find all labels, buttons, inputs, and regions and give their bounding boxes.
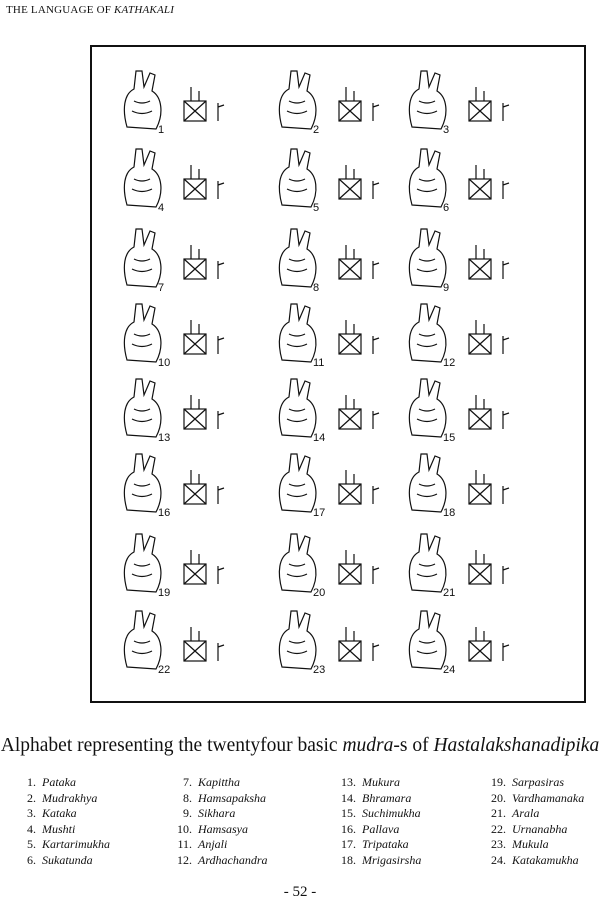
hand-detail <box>287 334 307 347</box>
mudra-figure-6 <box>409 149 509 214</box>
glyph-strokes <box>184 550 206 584</box>
glyph-strokes <box>339 245 361 279</box>
list-item: 5. Kartarimukha <box>27 837 111 852</box>
glyph-symbol <box>373 486 379 504</box>
figure-number: 7 <box>158 282 165 294</box>
figure-number: 21 <box>443 587 456 599</box>
glyph-strokes <box>469 627 491 661</box>
hand-detail <box>287 484 307 497</box>
mudra-figure-19 <box>124 534 224 599</box>
glyph-strokes <box>469 245 491 279</box>
hand-sketch <box>124 534 161 592</box>
mudra-list-column-3 <box>332 775 421 869</box>
hand-sketch <box>409 534 446 592</box>
figure-number: 19 <box>158 587 171 599</box>
caption-text-2: -s of <box>393 735 434 756</box>
caption-source: Hastalakshanadipika <box>433 735 600 756</box>
list-item: 21. Arala <box>491 806 540 821</box>
mudra-figure-17 <box>279 454 379 519</box>
mudra-figure-3 <box>409 71 509 136</box>
list-item: 17. Tripataka <box>341 837 409 852</box>
glyph-strokes <box>469 395 491 429</box>
figure-number: 18 <box>443 507 456 519</box>
mudra-list-column-4 <box>482 775 584 869</box>
list-item: 10. Hamsasya <box>177 821 248 836</box>
hand-sketch <box>409 611 446 669</box>
figure-number: 14 <box>313 432 326 444</box>
glyph-symbol <box>503 566 509 584</box>
hand-detail <box>417 259 437 272</box>
figure-caption <box>0 735 600 757</box>
list-item: 6. Sukatunda <box>27 852 93 867</box>
glyph-strokes <box>339 87 361 121</box>
hand-sketch <box>124 611 161 669</box>
hand-sketch <box>279 454 316 512</box>
glyph-strokes <box>184 320 206 354</box>
mudra-figure-11 <box>279 304 379 369</box>
mudra-figure-22 <box>124 611 224 676</box>
list-item: 9. Sikhara <box>183 806 236 821</box>
mudra-figure-9 <box>409 229 509 294</box>
glyph-symbol <box>218 181 224 199</box>
hand-detail <box>287 564 307 577</box>
hand-detail <box>287 409 307 422</box>
glyph-strokes <box>184 395 206 429</box>
page-number: - 52 - <box>283 884 317 900</box>
list-item: 4. Mushti <box>27 821 76 836</box>
list-item: 18. Mrigasirsha <box>341 852 422 867</box>
hand-detail <box>132 179 152 192</box>
mudra-figure-10 <box>124 304 224 369</box>
mudra-figure-23 <box>279 611 379 676</box>
mudra-illustration <box>92 47 584 701</box>
mudra-figure-1 <box>124 71 224 136</box>
mudra-figure-frame <box>90 45 586 703</box>
list-item: 22. Urnanabha <box>491 821 568 836</box>
mudra-figure-7 <box>124 229 224 294</box>
hand-sketch <box>124 149 161 207</box>
hand-sketch <box>124 71 161 129</box>
mudra-list-column-2 <box>168 775 268 869</box>
figure-number: 23 <box>313 664 326 676</box>
hand-sketch <box>279 71 316 129</box>
glyph-symbol <box>218 261 224 279</box>
hand-detail <box>417 409 437 422</box>
hand-sketch <box>409 304 446 362</box>
glyph-symbol <box>218 486 224 504</box>
hand-detail <box>132 641 152 654</box>
figure-number: 12 <box>443 357 456 369</box>
running-header <box>6 4 174 16</box>
figure-number: 20 <box>313 587 326 599</box>
hand-detail <box>417 334 437 347</box>
hand-detail <box>132 259 152 272</box>
figure-number: 11 <box>313 357 325 369</box>
figure-number: 4 <box>158 202 165 214</box>
glyph-strokes <box>339 320 361 354</box>
glyph-symbol <box>503 643 509 661</box>
hand-detail <box>417 564 437 577</box>
hand-sketch <box>124 229 161 287</box>
hand-sketch <box>409 71 446 129</box>
list-item: 8. Hamsapaksha <box>183 790 266 805</box>
glyph-strokes <box>184 87 206 121</box>
list-item: 14. Bhramara <box>341 790 412 805</box>
list-item: 3. Kataka <box>27 806 77 821</box>
hand-detail <box>287 101 307 114</box>
hand-sketch <box>409 229 446 287</box>
hand-detail <box>132 484 152 497</box>
hand-sketch <box>279 304 316 362</box>
glyph-strokes <box>339 470 361 504</box>
glyph-symbol <box>503 336 509 354</box>
glyph-strokes <box>469 470 491 504</box>
list-item: 20. Vardhamanaka <box>491 790 585 805</box>
list-item: 13. Mukura <box>341 775 400 789</box>
mudra-figure-20 <box>279 534 379 599</box>
hand-detail <box>132 409 152 422</box>
mudra-figure-4 <box>124 149 224 214</box>
figure-number: 2 <box>313 124 320 136</box>
hand-detail <box>417 484 437 497</box>
mudra-figure-13 <box>124 379 224 444</box>
figure-number: 1 <box>158 124 165 136</box>
glyph-symbol <box>373 566 379 584</box>
figure-number: 16 <box>158 507 171 519</box>
list-item: 19. Sarpasiras <box>491 775 565 789</box>
list-item: 16. Pallava <box>341 821 400 836</box>
figure-number: 10 <box>158 357 171 369</box>
hand-sketch <box>409 454 446 512</box>
mudra-figure-12 <box>409 304 509 369</box>
glyph-strokes <box>469 165 491 199</box>
caption-text-1: Alphabet representing the twentyfour basic <box>0 735 343 756</box>
mudra-figure-24 <box>409 611 509 676</box>
glyph-symbol <box>373 411 379 429</box>
figure-number: 17 <box>313 507 326 519</box>
hand-sketch <box>279 379 316 437</box>
glyph-strokes <box>339 395 361 429</box>
list-item: 1. Pataka <box>27 775 76 789</box>
glyph-strokes <box>469 320 491 354</box>
hand-detail <box>417 179 437 192</box>
glyph-symbol <box>373 181 379 199</box>
figure-number: 5 <box>313 202 320 214</box>
mudra-figure-15 <box>409 379 509 444</box>
glyph-strokes <box>184 245 206 279</box>
glyph-strokes <box>339 550 361 584</box>
glyph-symbol <box>373 103 379 121</box>
glyph-symbol <box>218 336 224 354</box>
glyph-symbol <box>218 411 224 429</box>
figure-number: 8 <box>313 282 320 294</box>
glyph-symbol <box>503 181 509 199</box>
list-item: 24. Katakamukha <box>491 852 579 867</box>
mudra-figure-21 <box>409 534 509 599</box>
hand-detail <box>132 564 152 577</box>
glyph-symbol <box>503 486 509 504</box>
hand-detail <box>287 179 307 192</box>
mudra-figure-5 <box>279 149 379 214</box>
glyph-symbol <box>373 261 379 279</box>
list-item: 7. Kapittha <box>183 775 241 789</box>
glyph-symbol <box>503 103 509 121</box>
mudra-figure-16 <box>124 454 224 519</box>
glyph-symbol <box>218 566 224 584</box>
glyph-symbol <box>373 643 379 661</box>
header-prefix: THE LANGUAGE OF <box>6 4 114 16</box>
hand-sketch <box>279 149 316 207</box>
mudra-figure-2 <box>279 71 379 136</box>
hand-detail <box>132 334 152 347</box>
hand-detail <box>132 101 152 114</box>
hand-detail <box>417 641 437 654</box>
mudra-figure-14 <box>279 379 379 444</box>
hand-sketch <box>409 149 446 207</box>
glyph-strokes <box>469 550 491 584</box>
hand-detail <box>417 101 437 114</box>
list-item: 12. Ardhachandra <box>177 852 268 867</box>
figure-number: 24 <box>443 664 456 676</box>
header-title: KATHAKALI <box>114 4 175 16</box>
hand-sketch <box>124 304 161 362</box>
figure-number: 22 <box>158 664 171 676</box>
hand-sketch <box>279 534 316 592</box>
figure-number: 9 <box>443 282 450 294</box>
glyph-strokes <box>469 87 491 121</box>
glyph-symbol <box>218 103 224 121</box>
glyph-strokes <box>339 627 361 661</box>
glyph-symbol <box>503 261 509 279</box>
figure-number: 15 <box>443 432 456 444</box>
figure-number: 13 <box>158 432 171 444</box>
mudra-list-column-1 <box>12 775 110 869</box>
glyph-symbol <box>373 336 379 354</box>
figure-number: 3 <box>443 124 450 136</box>
hand-sketch <box>409 379 446 437</box>
list-item: 2. Mudrakhya <box>27 790 98 805</box>
caption-mudra: mudra <box>342 735 394 756</box>
hand-sketch <box>279 611 316 669</box>
hand-sketch <box>124 454 161 512</box>
list-item: 15. Suchimukha <box>341 806 421 821</box>
mudra-figure-18 <box>409 454 509 519</box>
hand-detail <box>287 641 307 654</box>
mudra-figure-8 <box>279 229 379 294</box>
glyph-strokes <box>339 165 361 199</box>
glyph-strokes <box>184 627 206 661</box>
list-item: 11. Anjali <box>177 837 228 852</box>
hand-sketch <box>124 379 161 437</box>
list-item: 23. Mukula <box>491 837 549 852</box>
glyph-symbol <box>503 411 509 429</box>
figure-number: 6 <box>443 202 450 214</box>
glyph-strokes <box>184 165 206 199</box>
glyph-symbol <box>218 643 224 661</box>
hand-detail <box>287 259 307 272</box>
glyph-strokes <box>184 470 206 504</box>
hand-sketch <box>279 229 316 287</box>
